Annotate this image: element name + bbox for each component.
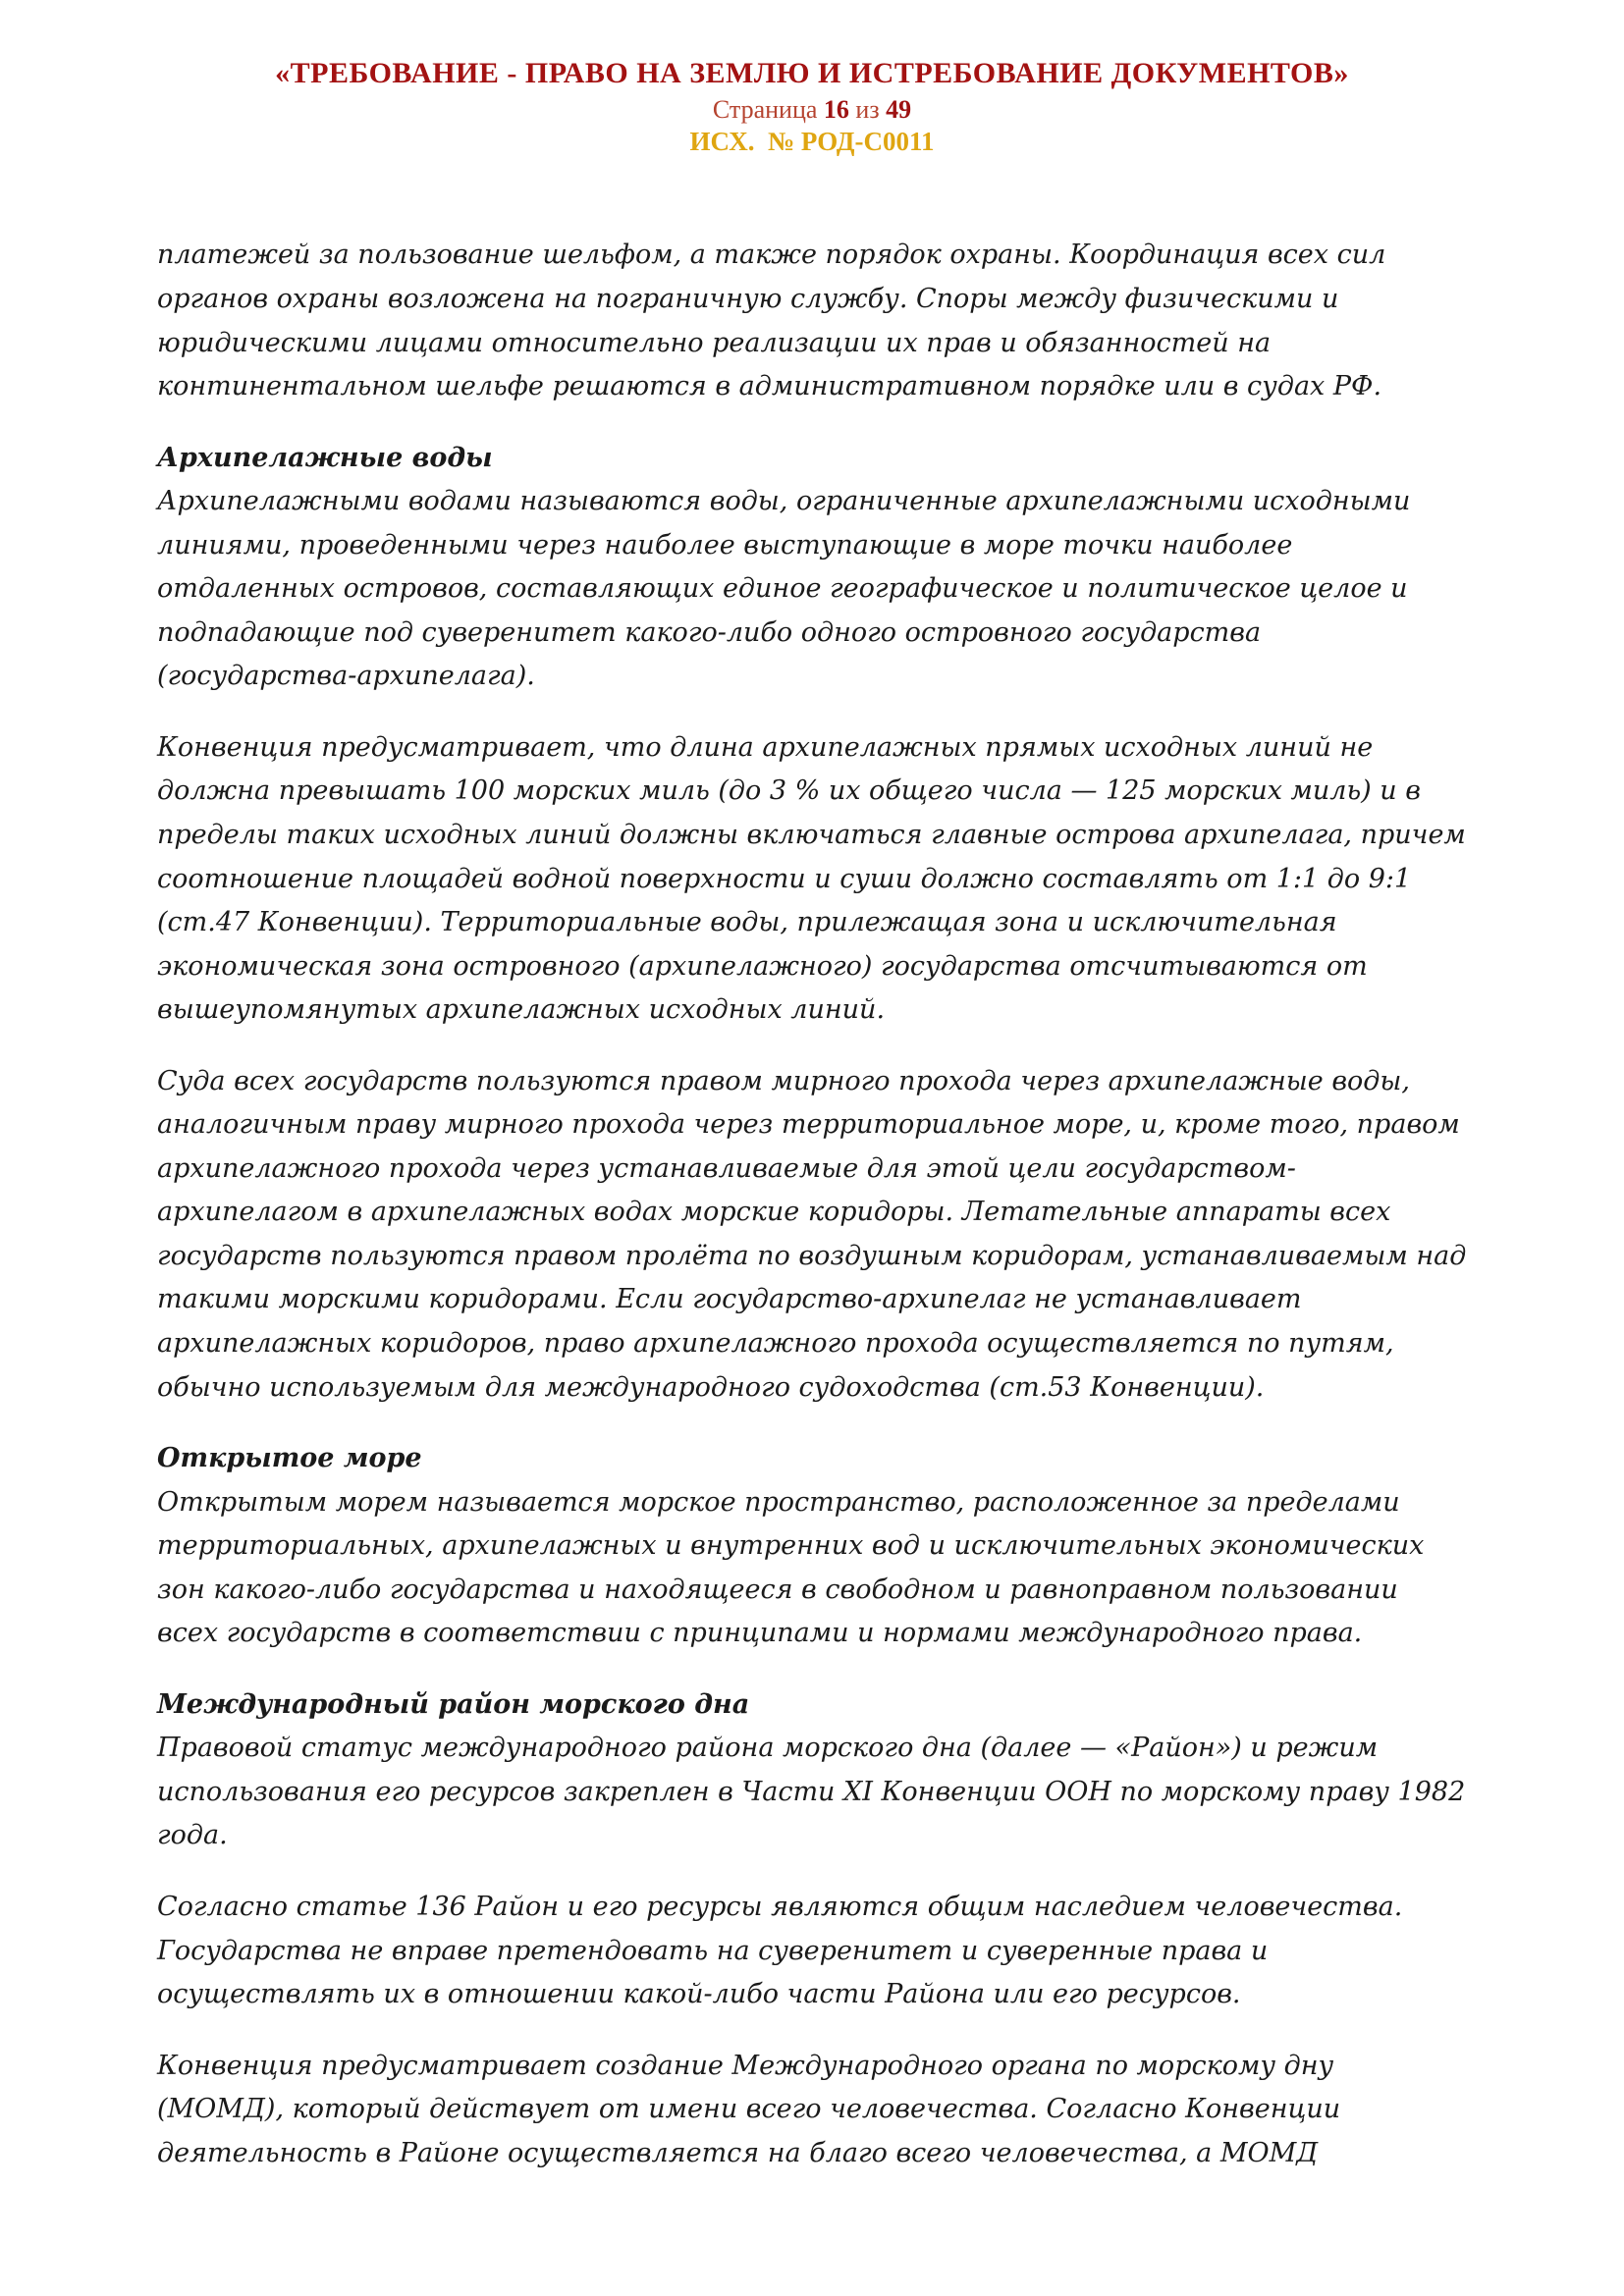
section-international-seabed-area (157, 1683, 1467, 2175)
section-heading: Открытое море (157, 1443, 422, 1474)
paragraph: Конвенция предусматривает создание Международного органа по морскому дну (МОМД), который действует от имени всего человечества. Согласно Конвенции деятельность в Районе осуществляется на благо всего человечества, а МОМД (157, 2050, 1341, 2168)
section-archipelagic-waters (157, 437, 1467, 1410)
paragraph: платежей за пользование шельфом, а также порядок охраны. Координация всех сил органов охраны возложена на пограничную службу. Споры между физическими и юридическими лицами относительно реализации их прав и обязанностей на континентальном шельфе решаются в административном порядке или в судах РФ. (157, 240, 1386, 402)
page-number-line (157, 95, 1467, 125)
page-total: 49 (886, 94, 912, 124)
paragraph: Конвенция предусматривает, что длина архипелажных прямых исходных линий не должна превышать 100 морских миль (до 3 % их общего числа — 125 морских миль) и в пределы таких исходных линий должны включаться главные острова архипелага, причем соотношение площадей водной поверхности и суши должно составлять от 1:1 до 9:1 (ст.47 Конвенции). Территориальные воды, прилежащая зона и исключительная экономическая зона островного (архипелажного) государства отсчитываются от вышеупомянутых архипелажных исходных линий. (157, 731, 1466, 1026)
document-body (157, 234, 1467, 2175)
page-label: Страница (712, 94, 818, 124)
paragraph: Открытым морем называется морское пространство, расположенное за пределами территориальных, архипелажных и внутренних вод и исключительных экономических зон какого-либо государства и находящееся в свободном и равноправном пользовании всех государств в соответствии с принципами и нормами международного права. (157, 1486, 1425, 1649)
page-header (157, 57, 1467, 157)
paragraph: Архипелажными водами называются воды, ограниченные архипелажными исходными линиями, проведенными через наиболее выступающие в море точки наиболее отдаленных островов, составляющих единое географическое и политическое целое и подпадающие под суверенитет какого-либо одного островного государства (государства-архипелага). (157, 486, 1411, 692)
section-open-sea (157, 1437, 1467, 1656)
section-continental-shelf-continuation (157, 234, 1467, 408)
page-current: 16 (823, 94, 849, 124)
page-of-label: из (855, 94, 880, 124)
section-heading: Архипелажные воды (157, 442, 493, 473)
paragraph: Согласно статье 136 Район и его ресурсы являются общим наследием человечества. Государства не вправе претендовать на суверенитет и суверенные права и осуществлять их в отношении какой-либо части Района или его ресурсов. (157, 1892, 1403, 2010)
paragraph: Суда всех государств пользуются правом мирного прохода через архипелажные воды, аналогичным праву мирного прохода через территориальное море, и, кроме того, правом архипелажного прохода через устанавливаемые для этой цели государством-архипелагом в архипелажных водах морские коридоры. Летательные аппараты всех государств пользуются правом пролёта по воздушным коридорам, устанавливаемым над такими морскими коридорами. Если государство-архипелаг не устанавливает архипелажных коридоров, право архипелажного прохода осуществляется по путям, обычно используемым для международного судоходства (ст.53 Конвенции). (157, 1065, 1467, 1403)
document-title: «ТРЕБОВАНИЕ - ПРАВО НА ЗЕМЛЮ И ИСТРЕБОВАНИЕ ДОКУМЕНТОВ» (275, 57, 1349, 89)
section-heading: Международный район морского дна (157, 1688, 750, 1720)
reference-number: ИСХ. № РОД-С0011 (689, 127, 935, 157)
paragraph: Правовой статус международного района морского дна (далее — «Район») и режим использования его ресурсов закреплен в Части XI Конвенции ООН по морскому праву 1982 года. (157, 1733, 1466, 1851)
